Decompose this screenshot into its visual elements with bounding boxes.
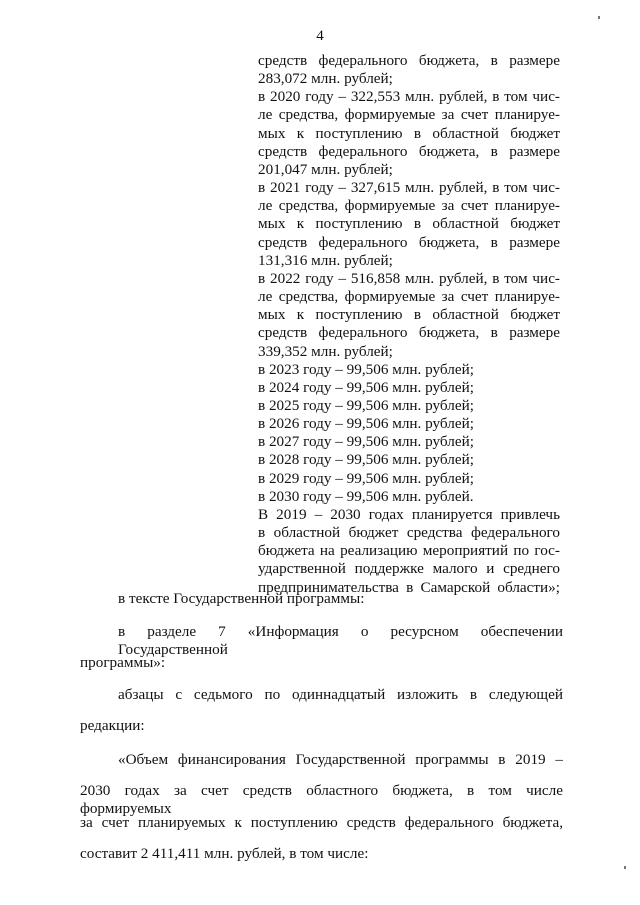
budget-column (258, 52, 560, 597)
column-line: в 2029 году – 99,506 млн. рублей; (258, 469, 474, 487)
body-paragraph: за счет планируемых к поступлению средств федерального бюджета, (80, 814, 563, 831)
body-paragraph: в тексте Государственной программы: (118, 590, 365, 607)
column-line: в областной бюджет средства федерального (258, 524, 560, 542)
column-line: в 2024 году – 99,506 млн. рублей; (258, 378, 474, 396)
column-line: в 2020 году – 322,553 млн. рублей, в том чис- (258, 88, 560, 106)
column-line: ле средства, формируемые за счет планируе- (258, 288, 560, 306)
body-paragraph: программы»: (80, 654, 166, 671)
scan-mark-top (598, 16, 600, 19)
column-line: в 2026 году – 99,506 млн. рублей; (258, 415, 474, 433)
page-number: 4 (316, 28, 324, 44)
column-line: в 2027 году – 99,506 млн. рублей; (258, 433, 474, 451)
column-line: в 2028 году – 99,506 млн. рублей; (258, 451, 474, 469)
column-line: в 2023 году – 99,506 млн. рублей; (258, 360, 474, 378)
column-line: 201,047 млн. рублей; (258, 160, 393, 178)
body-paragraph: в разделе 7 «Информация о ресурсном обеспечении Государственной (118, 623, 563, 658)
column-line: ле средства, формируемые за счет планируе- (258, 197, 560, 215)
body-paragraph: редакции: (80, 717, 145, 734)
column-line: 283,072 млн. рублей; (258, 70, 393, 88)
column-line: мых к поступлению в областной бюджет (258, 306, 560, 324)
column-line: средств федерального бюджета, в размере (258, 233, 560, 251)
column-line: мых к поступлению в областной бюджет (258, 215, 560, 233)
column-line: 339,352 млн. рублей; (258, 342, 393, 360)
column-line: предпринимательства в Самарской области»; (258, 578, 560, 596)
column-line: В 2019 – 2030 годах планируется привлечь (258, 505, 560, 523)
scan-mark-bottom (624, 866, 626, 869)
body-paragraph: составит 2 411,411 млн. рублей, в том числе: (80, 845, 369, 862)
column-line: 131,316 млн. рублей; (258, 251, 393, 269)
column-line: мых к поступлению в областной бюджет (258, 124, 560, 142)
body-paragraph: 2030 годах за счет средств областного бюджета, в том числе формируемых (80, 782, 563, 817)
column-line: бюджета на реализацию мероприятий по гос- (258, 542, 560, 560)
column-line: средств федерального бюджета, в размере (258, 52, 560, 69)
body-paragraph: «Объем финансирования Государственной программы в 2019 – (118, 751, 563, 768)
column-line: в 2021 году – 327,615 млн. рублей, в том чис- (258, 179, 560, 197)
column-line: ле средства, формируемые за счет планируе- (258, 106, 560, 124)
column-line: средств федерального бюджета, в размере (258, 324, 560, 342)
body-paragraph: абзацы с седьмого по одиннадцатый изложить в следующей (118, 686, 563, 703)
column-line: ударственной поддержке малого и среднего (258, 560, 560, 578)
column-line: в 2022 году – 516,858 млн. рублей, в том чис- (258, 269, 560, 287)
column-line: средств федерального бюджета, в размере (258, 142, 560, 160)
column-line: в 2030 году – 99,506 млн. рублей. (258, 487, 474, 505)
column-line: в 2025 году – 99,506 млн. рублей; (258, 396, 474, 414)
